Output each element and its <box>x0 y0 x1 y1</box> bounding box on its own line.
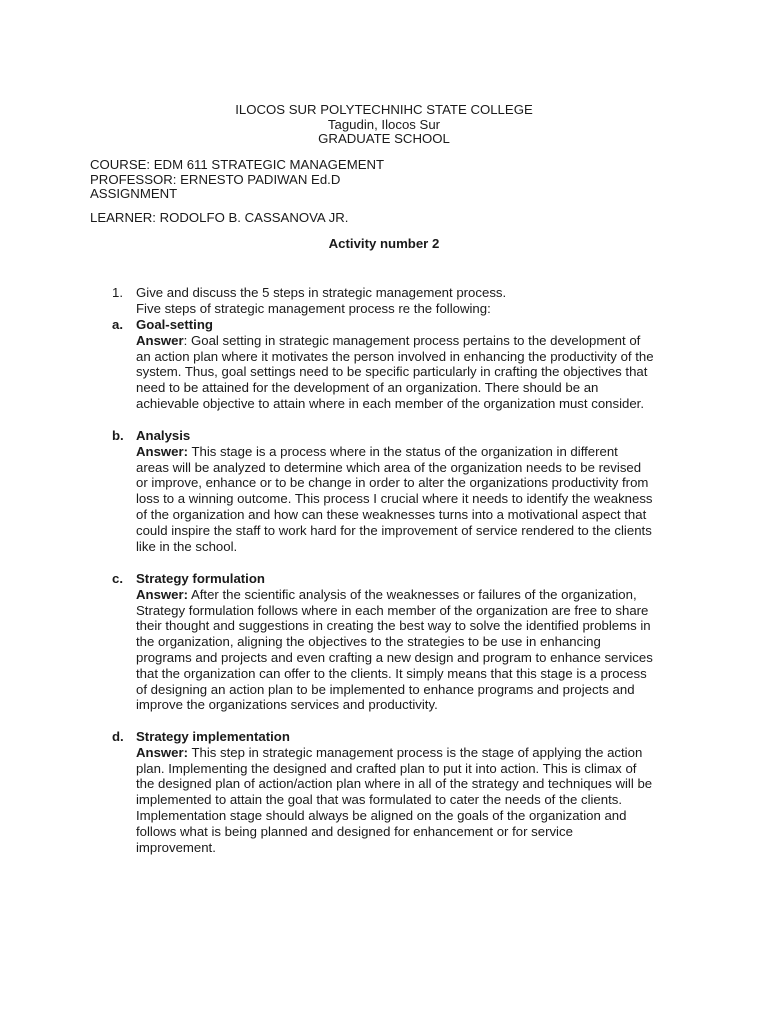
question-number: 1. <box>112 285 123 300</box>
answer-line: the designed plan of action/action plan where in all of the strategy and techniques will be <box>136 776 653 792</box>
step-letter: d. <box>112 729 124 744</box>
answer-line: could inspire the staff to work hard for the improvement of service rendered to the clients <box>136 522 652 538</box>
course-line: COURSE: EDM 611 STRATEGIC MANAGEMENT <box>90 157 385 172</box>
step-answer <box>136 333 696 412</box>
answer-line: follows what is being planned and designed for enhancement or for service <box>136 823 573 839</box>
course-info <box>90 158 384 202</box>
answer-line: or improve, enhance or to be change in order to alter the organizations productivity from <box>136 475 649 491</box>
answer-line: like in the school. <box>136 538 238 554</box>
professor-line: PROFESSOR: ERNESTO PADIWAN Ed.D <box>90 171 341 187</box>
step-letter: a. <box>112 317 123 332</box>
answer-line: Implementation stage should always be aligned on the goals of the organization and <box>136 807 627 823</box>
answer-line: need to be attained for the development of an organization. There should be an <box>136 380 599 396</box>
answer-line: an action plan where it motivates the person involved in enhancing the productivity of the <box>136 348 654 364</box>
answer-line: Strategy formulation follows where in each member of the organization are free to share <box>136 602 649 618</box>
activity-title: Activity number 2 <box>328 236 440 251</box>
answer-line: areas will be analyzed to determine which area of the organization needs to be revised <box>136 459 642 475</box>
learner-line: LEARNER: RODOLFO B. CASSANOVA JR. <box>90 210 349 225</box>
step-letter: c. <box>112 571 123 586</box>
answer-label: Answer: <box>136 744 189 760</box>
question-text: Give and discuss the 5 steps in strategic management process. <box>136 285 507 300</box>
answer-line: Answer: Goal setting in strategic management process pertains to the development of <box>136 332 641 348</box>
answer-label: Answer <box>136 332 184 348</box>
answer-label: Answer: <box>136 586 189 602</box>
answer-line: Answer: This stage is a process where in the status of the organization in different <box>136 443 618 459</box>
answer-line: programs and projects and even crafting a new design and program to enhance services <box>136 649 653 665</box>
answer-line: achievable objective to attain where in each member of the organization must consider. <box>136 395 645 411</box>
answer-line: plan. Implementing the designed and crafted plan to put it into action. This is climax of <box>136 760 637 776</box>
school-name: GRADUATE SCHOOL <box>318 131 450 146</box>
institution-location: Tagudin, Ilocos Sur <box>327 116 441 132</box>
step-answer <box>136 587 696 713</box>
step-answer <box>136 745 696 856</box>
answer-line: Answer: This step in strategic management process is the stage of applying the action <box>136 744 643 760</box>
institution-name: ILOCOS SUR POLYTECHNIHC STATE COLLEGE <box>235 102 533 117</box>
answer-line: the organization, aligning the objectives to the strategies to be use in enhancing <box>136 634 601 650</box>
answer-line: loss to a winning outcome. This process I crucial where it needs to identify the weakness <box>136 491 653 507</box>
step-heading: Strategy formulation <box>136 571 265 586</box>
step-heading: Goal-setting <box>136 317 213 332</box>
step-heading: Analysis <box>136 428 191 443</box>
answer-line: improve the organizations services and productivity. <box>136 697 438 713</box>
step-answer <box>136 444 696 555</box>
step-letter: b. <box>112 428 124 443</box>
answer-line: system. Thus, goal settings need to be specific particularly in crafting the objectives that <box>136 364 648 380</box>
answer-line: implemented to attain the goal that was formulated to cater the needs of the clients. <box>136 792 623 808</box>
answer-line: that the organization can offer to the clients. It simply means that this stage is a process <box>136 665 647 681</box>
document-header <box>0 103 768 147</box>
answer-line: of the organization and how can these weaknesses turns into a motivational aspect that <box>136 506 647 522</box>
assignment-line: ASSIGNMENT <box>90 186 178 201</box>
question-intro: Five steps of strategic management process re the following: <box>136 300 491 316</box>
answer-line: of designing an action plan to be implemented to enhance programs and projects and <box>136 681 635 697</box>
answer-label-suffix: : <box>183 332 188 348</box>
answer-label: Answer: <box>136 443 189 459</box>
answer-line: Answer: After the scientific analysis of the weaknesses or failures of the organization, <box>136 586 637 602</box>
answer-line: improvement. <box>136 839 216 855</box>
step-heading: Strategy implementation <box>136 729 290 744</box>
answer-line: their thought and suggestions in creating the best way to solve the identified problems in <box>136 618 651 634</box>
